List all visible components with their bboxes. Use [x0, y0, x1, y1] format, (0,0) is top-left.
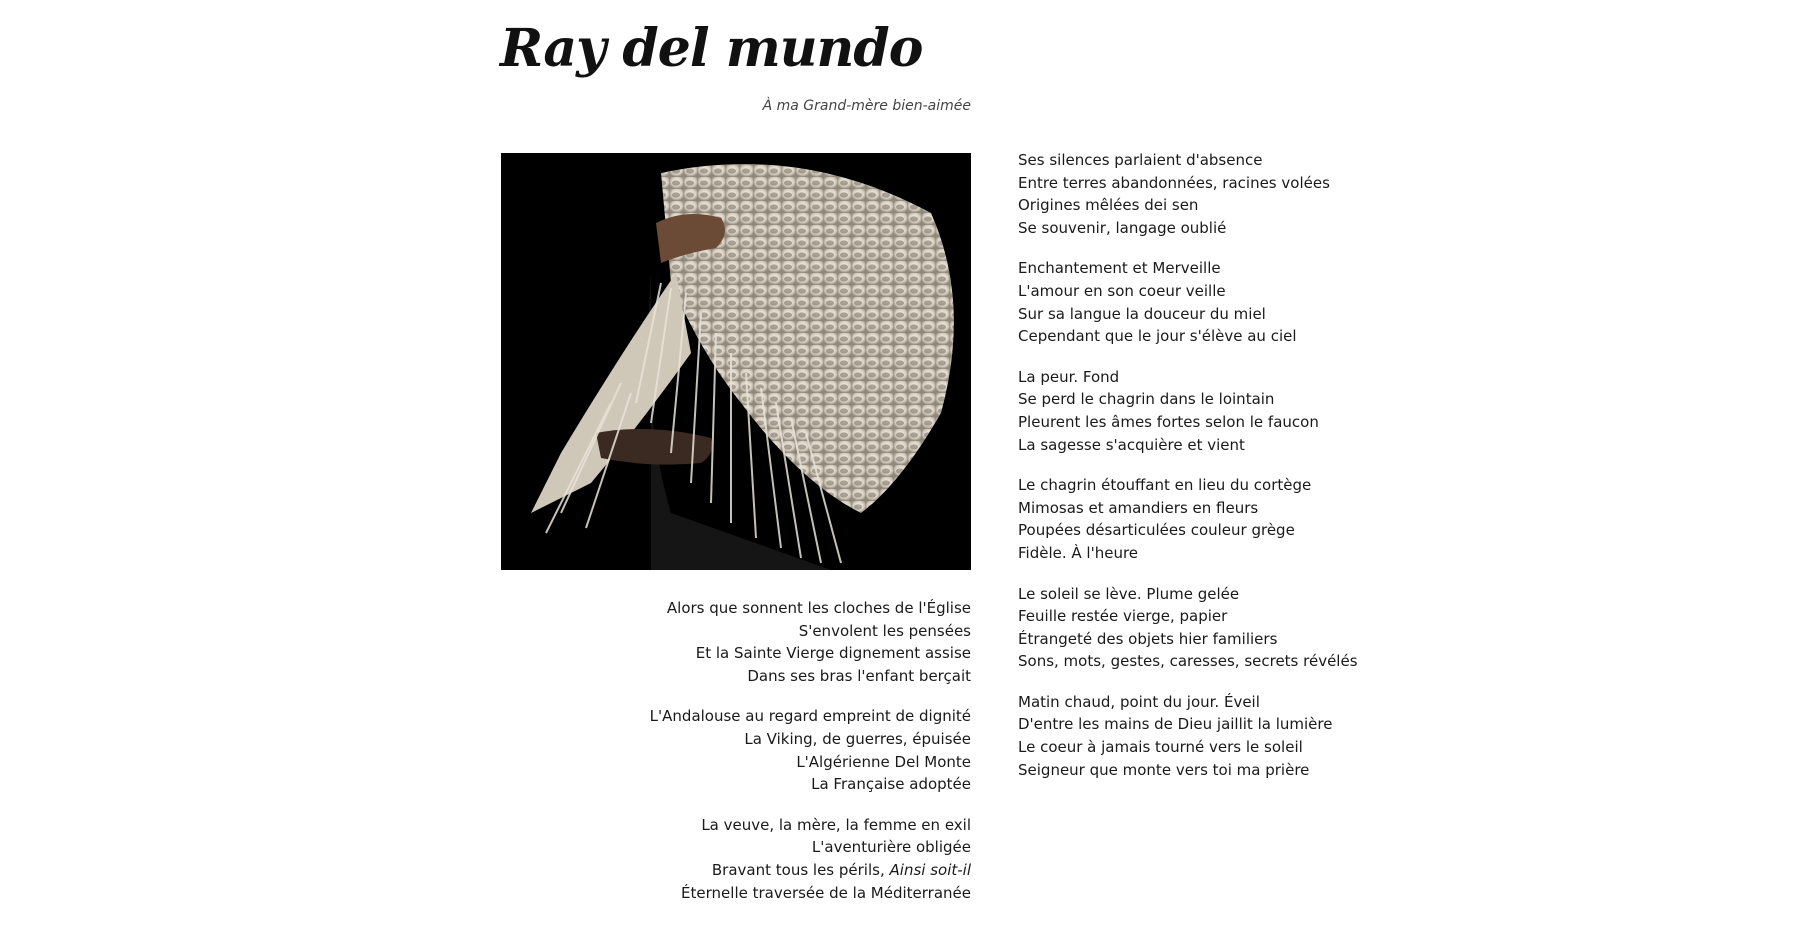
poem-line: Seigneur que monte vers toi ma prière [1018, 760, 1310, 779]
poem-line: Pleurent les âmes fortes selon le faucon [1018, 412, 1319, 431]
left-poem-column [560, 597, 971, 922]
poem-line: Cependant que le jour s'élève au ciel [1018, 327, 1297, 346]
poem-line: Et la Sainte Vierge dignement assise [695, 644, 971, 663]
poem-line: Matin chaud, point du jour. Éveil [1018, 692, 1260, 711]
poem-line: Poupées désarticulées couleur grège [1018, 521, 1295, 540]
poem-line: L'amour en son coeur veille [1018, 281, 1226, 300]
poem-line: L'Algérienne Del Monte [796, 752, 971, 771]
poem-line: Étrangeté des objets hier familiers [1018, 629, 1278, 648]
shawl-photo [501, 153, 971, 570]
stanza-right-6 [1018, 691, 1418, 781]
stanza-right-2 [1018, 257, 1418, 347]
poem-line-with-italic [560, 859, 971, 882]
stanza-right-4 [1018, 474, 1418, 564]
stanza-left-1 [560, 597, 971, 687]
poem-line: S'envolent les pensées [798, 621, 971, 640]
poem-line: Enchantement et Merveille [1018, 259, 1221, 278]
poem-line: La Viking, de guerres, épuisée [744, 729, 971, 748]
stanza-left-3 [560, 814, 971, 904]
poem-line: Le chagrin étouffant en lieu du cortège [1018, 476, 1312, 495]
poem-line: Se perd le chagrin dans le lointain [1018, 390, 1275, 409]
poem-line: Origines mêlées dei sen [1018, 196, 1199, 215]
dedication: À ma Grand-mère bien-aimée [762, 98, 971, 114]
poem-line: Sur sa langue la douceur du miel [1018, 304, 1266, 323]
poem-line: L'Andalouse au regard empreint de dignité [649, 707, 971, 726]
stanza-right-3 [1018, 366, 1418, 456]
poem-line: Entre terres abandonnées, racines volées [1018, 173, 1330, 192]
poem-line: Le soleil se lève. Plume gelée [1018, 584, 1240, 603]
poem-line: La sagesse s'acquière et vient [1018, 435, 1245, 454]
poem-line: Se souvenir, langage oublié [1018, 218, 1227, 237]
stanza-right-5 [1018, 583, 1418, 673]
poem-line: Fidèle. À l'heure [1018, 543, 1139, 562]
poem-line: Feuille restée vierge, papier [1018, 607, 1228, 626]
poem-line: Dans ses bras l'enfant berçait [747, 666, 971, 685]
poem-line: Ses silences parlaient d'absence [1018, 151, 1263, 169]
poem-line: Éternelle traversée de la Méditerranée [681, 883, 971, 902]
poem-line: La Française adoptée [811, 775, 971, 794]
poem-line: L'aventurière obligée [811, 838, 971, 857]
poem-title: Ray del mundo [500, 18, 923, 79]
poem-line: La peur. Fond [1018, 367, 1120, 386]
stanza-right-1 [1018, 149, 1418, 239]
stanza-left-2 [560, 705, 971, 795]
poem-line-text: Bravant tous les périls, [711, 860, 885, 879]
poem-line: Alors que sonnent les cloches de l'Église [666, 599, 971, 617]
poem-line: Mimosas et amandiers en fleurs [1018, 498, 1259, 517]
italic-phrase: Ainsi soit-il [889, 860, 971, 879]
poem-line: D'entre les mains de Dieu jaillit la lumière [1018, 715, 1333, 734]
right-poem-column [1018, 149, 1418, 799]
poem-line: La veuve, la mère, la femme en exil [701, 815, 971, 834]
poem-line: Sons, mots, gestes, caresses, secrets révélés [1018, 652, 1358, 671]
poem-line: Le coeur à jamais tourné vers le soleil [1018, 738, 1303, 757]
